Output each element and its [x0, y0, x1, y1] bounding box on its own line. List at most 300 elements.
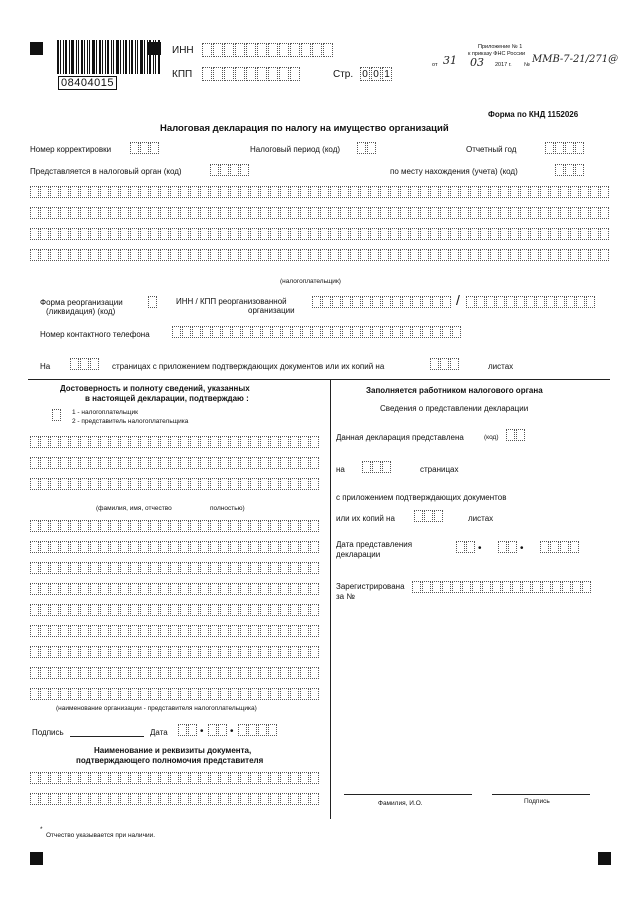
- input-cell[interactable]: [140, 562, 149, 574]
- input-cell[interactable]: [310, 436, 319, 448]
- input-cell[interactable]: [420, 186, 429, 198]
- input-cell[interactable]: [170, 228, 179, 240]
- input-cell[interactable]: [280, 793, 289, 805]
- input-cell[interactable]: [250, 772, 259, 784]
- input-cell[interactable]: [60, 436, 69, 448]
- input-cell[interactable]: [180, 604, 189, 616]
- input-cell[interactable]: [140, 772, 149, 784]
- input-cell[interactable]: [202, 43, 212, 57]
- input-cell[interactable]: [360, 228, 369, 240]
- input-cell[interactable]: [210, 793, 219, 805]
- input-cell[interactable]: [130, 667, 139, 679]
- input-cell[interactable]: [220, 772, 229, 784]
- input-cell[interactable]: [290, 43, 300, 57]
- input-cell[interactable]: [110, 520, 119, 532]
- input-cell[interactable]: [532, 581, 541, 593]
- input-cell[interactable]: [300, 541, 309, 553]
- input-cell[interactable]: [590, 207, 599, 219]
- input-cell[interactable]: [150, 688, 159, 700]
- input-cell[interactable]: [290, 520, 299, 532]
- input-cell[interactable]: [90, 228, 99, 240]
- input-cell[interactable]: [50, 457, 59, 469]
- input-cell[interactable]: [450, 207, 459, 219]
- input-cell[interactable]: [230, 249, 239, 261]
- input-cell[interactable]: [100, 625, 109, 637]
- input-cell[interactable]: [565, 164, 574, 176]
- input-cell[interactable]: [70, 520, 79, 532]
- input-cell[interactable]: [80, 457, 89, 469]
- input-cell[interactable]: [230, 667, 239, 679]
- input-cell[interactable]: [80, 793, 89, 805]
- input-cell[interactable]: [40, 457, 49, 469]
- input-cell[interactable]: [80, 604, 89, 616]
- input-cell[interactable]: [180, 562, 189, 574]
- input-cell[interactable]: [220, 646, 229, 658]
- input-cell[interactable]: [190, 625, 199, 637]
- input-cell[interactable]: [110, 583, 119, 595]
- input-cell[interactable]: [260, 478, 269, 490]
- input-cell[interactable]: [280, 478, 289, 490]
- input-cell[interactable]: [220, 625, 229, 637]
- input-cell[interactable]: [160, 541, 169, 553]
- input-cell[interactable]: [212, 326, 221, 338]
- fio-row[interactable]: [30, 436, 320, 448]
- input-cell[interactable]: [90, 667, 99, 679]
- input-cell[interactable]: [310, 772, 319, 784]
- input-cell[interactable]: [310, 478, 319, 490]
- input-cell[interactable]: [410, 249, 419, 261]
- input-cell[interactable]: [190, 186, 199, 198]
- input-cell[interactable]: [250, 436, 259, 448]
- input-cell[interactable]: [30, 436, 39, 448]
- input-cell[interactable]: [50, 646, 59, 658]
- input-cell[interactable]: [40, 562, 49, 574]
- input-cell[interactable]: [430, 249, 439, 261]
- input-cell[interactable]: [230, 207, 239, 219]
- location-code-cells[interactable]: [555, 164, 585, 176]
- input-cell[interactable]: [224, 67, 234, 81]
- input-cell[interactable]: [220, 520, 229, 532]
- input-cell[interactable]: [70, 457, 79, 469]
- input-cell[interactable]: [240, 646, 249, 658]
- input-cell[interactable]: [150, 207, 159, 219]
- input-cell[interactable]: [80, 478, 89, 490]
- input-cell[interactable]: [530, 186, 539, 198]
- org-row[interactable]: [30, 646, 320, 658]
- input-cell[interactable]: [100, 583, 109, 595]
- input-cell[interactable]: [210, 772, 219, 784]
- input-cell[interactable]: [300, 604, 309, 616]
- input-cell[interactable]: [340, 186, 349, 198]
- input-cell[interactable]: [40, 646, 49, 658]
- input-cell[interactable]: [100, 667, 109, 679]
- input-cell[interactable]: [470, 186, 479, 198]
- input-cell[interactable]: [200, 772, 209, 784]
- input-cell[interactable]: [330, 207, 339, 219]
- input-cell[interactable]: [470, 249, 479, 261]
- input-cell[interactable]: [300, 457, 309, 469]
- input-cell[interactable]: [260, 249, 269, 261]
- input-cell[interactable]: [200, 436, 209, 448]
- input-cell[interactable]: [550, 541, 559, 553]
- input-cell[interactable]: [230, 164, 239, 176]
- org-row[interactable]: [30, 688, 320, 700]
- input-cell[interactable]: [150, 793, 159, 805]
- input-cell[interactable]: [590, 186, 599, 198]
- input-cell[interactable]: [392, 296, 401, 308]
- input-cell[interactable]: [90, 358, 99, 370]
- input-cell[interactable]: [270, 478, 279, 490]
- input-cell[interactable]: [70, 249, 79, 261]
- org-row[interactable]: [30, 604, 320, 616]
- input-cell[interactable]: [472, 581, 481, 593]
- input-cell[interactable]: [80, 436, 89, 448]
- input-cell[interactable]: [100, 436, 109, 448]
- input-cell[interactable]: [210, 667, 219, 679]
- input-cell[interactable]: [270, 793, 279, 805]
- input-cell[interactable]: [526, 296, 535, 308]
- input-cell[interactable]: [30, 249, 39, 261]
- input-cell[interactable]: [310, 457, 319, 469]
- input-cell[interactable]: [50, 186, 59, 198]
- input-cell[interactable]: [380, 186, 389, 198]
- input-cell[interactable]: [80, 583, 89, 595]
- input-cell[interactable]: [180, 583, 189, 595]
- input-cell[interactable]: [200, 478, 209, 490]
- input-cell[interactable]: [410, 186, 419, 198]
- input-cell[interactable]: [190, 520, 199, 532]
- input-cell[interactable]: [230, 228, 239, 240]
- input-cell[interactable]: [440, 186, 449, 198]
- input-cell[interactable]: [400, 228, 409, 240]
- input-cell[interactable]: [210, 520, 219, 532]
- input-cell[interactable]: [442, 326, 451, 338]
- input-cell[interactable]: [190, 207, 199, 219]
- input-cell[interactable]: [180, 520, 189, 532]
- input-cell[interactable]: [280, 772, 289, 784]
- input-cell[interactable]: [222, 326, 231, 338]
- input-cell[interactable]: [520, 186, 529, 198]
- org-row[interactable]: [30, 562, 320, 574]
- input-cell[interactable]: [322, 296, 331, 308]
- input-cell[interactable]: [310, 562, 319, 574]
- input-cell[interactable]: [80, 186, 89, 198]
- tax-authority-cells[interactable]: [210, 164, 250, 176]
- input-cell[interactable]: [250, 228, 259, 240]
- input-cell[interactable]: [250, 478, 259, 490]
- input-cell[interactable]: [555, 142, 564, 154]
- input-cell[interactable]: [550, 228, 559, 240]
- input-cell[interactable]: [150, 478, 159, 490]
- input-cell[interactable]: [250, 604, 259, 616]
- input-cell[interactable]: [80, 249, 89, 261]
- input-cell[interactable]: [220, 667, 229, 679]
- input-cell[interactable]: [332, 326, 341, 338]
- input-cell[interactable]: [30, 520, 39, 532]
- input-cell[interactable]: [522, 581, 531, 593]
- input-cell[interactable]: [220, 604, 229, 616]
- input-cell[interactable]: [70, 562, 79, 574]
- input-cell[interactable]: [180, 772, 189, 784]
- input-cell[interactable]: [252, 326, 261, 338]
- input-cell[interactable]: [230, 562, 239, 574]
- input-cell[interactable]: [40, 249, 49, 261]
- input-cell[interactable]: [100, 688, 109, 700]
- input-cell[interactable]: [130, 186, 139, 198]
- input-cell[interactable]: [200, 520, 209, 532]
- right-date-year-cells[interactable]: [540, 541, 580, 553]
- input-cell[interactable]: [220, 583, 229, 595]
- input-cell[interactable]: [390, 207, 399, 219]
- input-cell[interactable]: [170, 583, 179, 595]
- input-cell[interactable]: [150, 520, 159, 532]
- input-cell[interactable]: [220, 186, 229, 198]
- input-cell[interactable]: [270, 541, 279, 553]
- input-cell[interactable]: [310, 583, 319, 595]
- input-cell[interactable]: [290, 207, 299, 219]
- input-cell[interactable]: [210, 249, 219, 261]
- input-cell[interactable]: [450, 228, 459, 240]
- input-cell[interactable]: [466, 541, 475, 553]
- input-cell[interactable]: [382, 326, 391, 338]
- input-cell[interactable]: [280, 436, 289, 448]
- input-cell[interactable]: [422, 581, 431, 593]
- input-cell[interactable]: [110, 436, 119, 448]
- date-year-cells[interactable]: [238, 724, 278, 736]
- input-cell[interactable]: [250, 186, 259, 198]
- input-cell[interactable]: [130, 583, 139, 595]
- input-cell[interactable]: [280, 562, 289, 574]
- input-cell[interactable]: [30, 688, 39, 700]
- input-cell[interactable]: [260, 541, 269, 553]
- input-cell[interactable]: [120, 436, 129, 448]
- input-cell[interactable]: [280, 228, 289, 240]
- input-cell[interactable]: [120, 457, 129, 469]
- input-cell[interactable]: [30, 186, 39, 198]
- input-cell[interactable]: [362, 326, 371, 338]
- input-cell[interactable]: [560, 186, 569, 198]
- input-cell[interactable]: [530, 228, 539, 240]
- input-cell[interactable]: [440, 207, 449, 219]
- input-cell[interactable]: [302, 326, 311, 338]
- input-cell[interactable]: [190, 228, 199, 240]
- input-cell[interactable]: [60, 207, 69, 219]
- input-cell[interactable]: [580, 207, 589, 219]
- input-cell[interactable]: [500, 207, 509, 219]
- input-cell[interactable]: [550, 186, 559, 198]
- input-cell[interactable]: [90, 520, 99, 532]
- taxpayer-name-row[interactable]: [30, 186, 610, 198]
- input-cell[interactable]: [148, 296, 157, 308]
- input-cell[interactable]: [570, 186, 579, 198]
- input-cell[interactable]: [590, 249, 599, 261]
- input-cell[interactable]: [452, 326, 461, 338]
- input-cell[interactable]: [370, 228, 379, 240]
- input-cell[interactable]: [160, 562, 169, 574]
- input-cell[interactable]: [450, 358, 459, 370]
- input-cell[interactable]: [200, 583, 209, 595]
- input-cell[interactable]: [90, 436, 99, 448]
- input-cell[interactable]: [160, 436, 169, 448]
- input-cell[interactable]: [360, 249, 369, 261]
- input-cell[interactable]: [300, 646, 309, 658]
- input-cell[interactable]: [310, 186, 319, 198]
- input-cell[interactable]: [516, 296, 525, 308]
- input-cell[interactable]: [60, 772, 69, 784]
- input-cell[interactable]: [130, 772, 139, 784]
- input-cell[interactable]: [520, 207, 529, 219]
- input-cell[interactable]: [290, 478, 299, 490]
- input-cell[interactable]: [240, 436, 249, 448]
- input-cell[interactable]: [190, 604, 199, 616]
- input-cell[interactable]: [300, 667, 309, 679]
- taxpayer-name-row[interactable]: [30, 249, 610, 261]
- input-cell[interactable]: [190, 478, 199, 490]
- input-cell[interactable]: [280, 207, 289, 219]
- input-cell[interactable]: [600, 186, 609, 198]
- input-cell[interactable]: [120, 625, 129, 637]
- input-cell[interactable]: [210, 583, 219, 595]
- input-cell[interactable]: [210, 604, 219, 616]
- input-cell[interactable]: [150, 667, 159, 679]
- input-cell[interactable]: [70, 583, 79, 595]
- input-cell[interactable]: [190, 436, 199, 448]
- input-cell[interactable]: [460, 228, 469, 240]
- input-cell[interactable]: [560, 207, 569, 219]
- input-cell[interactable]: [100, 541, 109, 553]
- input-cell[interactable]: [130, 541, 139, 553]
- input-cell[interactable]: [350, 186, 359, 198]
- input-cell[interactable]: [190, 688, 199, 700]
- input-cell[interactable]: [600, 228, 609, 240]
- input-cell[interactable]: [450, 186, 459, 198]
- input-cell[interactable]: [230, 604, 239, 616]
- input-cell[interactable]: [257, 43, 267, 57]
- input-cell[interactable]: [506, 429, 515, 441]
- input-cell[interactable]: [480, 186, 489, 198]
- input-cell[interactable]: [270, 688, 279, 700]
- input-cell[interactable]: [90, 583, 99, 595]
- input-cell[interactable]: [180, 436, 189, 448]
- input-cell[interactable]: [140, 688, 149, 700]
- input-cell[interactable]: [200, 667, 209, 679]
- input-cell[interactable]: [180, 457, 189, 469]
- input-cell[interactable]: [130, 249, 139, 261]
- input-cell[interactable]: [510, 186, 519, 198]
- right-sheets-cells[interactable]: [414, 510, 444, 522]
- input-cell[interactable]: [230, 646, 239, 658]
- input-cell[interactable]: [120, 186, 129, 198]
- input-cell[interactable]: [30, 228, 39, 240]
- input-cell[interactable]: [270, 667, 279, 679]
- input-cell[interactable]: [120, 646, 129, 658]
- input-cell[interactable]: [310, 793, 319, 805]
- input-cell[interactable]: [323, 43, 333, 57]
- input-cell[interactable]: [280, 625, 289, 637]
- input-cell[interactable]: [60, 667, 69, 679]
- input-cell[interactable]: [246, 43, 256, 57]
- input-cell[interactable]: [300, 562, 309, 574]
- input-cell[interactable]: [270, 562, 279, 574]
- input-cell[interactable]: [150, 186, 159, 198]
- input-cell[interactable]: [430, 186, 439, 198]
- input-cell[interactable]: [60, 249, 69, 261]
- input-cell[interactable]: [476, 296, 485, 308]
- input-cell[interactable]: [100, 646, 109, 658]
- input-cell[interactable]: [70, 207, 79, 219]
- input-cell[interactable]: [380, 228, 389, 240]
- input-cell[interactable]: [90, 562, 99, 574]
- input-cell[interactable]: [180, 228, 189, 240]
- input-cell[interactable]: [342, 326, 351, 338]
- input-cell[interactable]: [466, 296, 475, 308]
- input-cell[interactable]: [90, 772, 99, 784]
- input-cell[interactable]: [550, 249, 559, 261]
- input-cell[interactable]: [40, 186, 49, 198]
- input-cell[interactable]: [150, 541, 159, 553]
- input-cell[interactable]: [310, 667, 319, 679]
- right-signature-line[interactable]: [492, 794, 590, 795]
- input-cell[interactable]: [290, 772, 299, 784]
- input-cell[interactable]: [200, 207, 209, 219]
- input-cell[interactable]: [432, 581, 441, 593]
- input-cell[interactable]: [412, 581, 421, 593]
- input-cell[interactable]: [290, 646, 299, 658]
- phone-cells[interactable]: [172, 326, 462, 338]
- input-cell[interactable]: [140, 541, 149, 553]
- input-cell[interactable]: [312, 326, 321, 338]
- input-cell[interactable]: [100, 562, 109, 574]
- input-cell[interactable]: [280, 520, 289, 532]
- input-cell[interactable]: [268, 724, 277, 736]
- input-cell[interactable]: [40, 478, 49, 490]
- input-cell[interactable]: [300, 625, 309, 637]
- input-cell[interactable]: [300, 228, 309, 240]
- input-cell[interactable]: [300, 793, 309, 805]
- input-cell[interactable]: [292, 326, 301, 338]
- input-cell[interactable]: [270, 457, 279, 469]
- input-cell[interactable]: [70, 228, 79, 240]
- input-cell[interactable]: [210, 646, 219, 658]
- input-cell[interactable]: [70, 358, 79, 370]
- input-cell[interactable]: [60, 541, 69, 553]
- input-cell[interactable]: [130, 142, 139, 154]
- input-cell[interactable]: [565, 142, 574, 154]
- input-cell[interactable]: [80, 207, 89, 219]
- input-cell[interactable]: [412, 326, 421, 338]
- input-cell[interactable]: [230, 457, 239, 469]
- input-cell[interactable]: [60, 228, 69, 240]
- input-cell[interactable]: [90, 186, 99, 198]
- input-cell[interactable]: [110, 228, 119, 240]
- input-cell[interactable]: [160, 688, 169, 700]
- input-cell[interactable]: [160, 207, 169, 219]
- input-cell[interactable]: [300, 478, 309, 490]
- input-cell[interactable]: [575, 142, 584, 154]
- input-cell[interactable]: [257, 67, 267, 81]
- input-cell[interactable]: [540, 228, 549, 240]
- input-cell[interactable]: [510, 207, 519, 219]
- input-cell[interactable]: [130, 436, 139, 448]
- input-cell[interactable]: [570, 228, 579, 240]
- input-cell[interactable]: [430, 228, 439, 240]
- input-cell[interactable]: [70, 667, 79, 679]
- input-cell[interactable]: [310, 228, 319, 240]
- input-cell[interactable]: [170, 688, 179, 700]
- input-cell[interactable]: [220, 457, 229, 469]
- doc-row[interactable]: [30, 793, 320, 805]
- input-cell[interactable]: [210, 457, 219, 469]
